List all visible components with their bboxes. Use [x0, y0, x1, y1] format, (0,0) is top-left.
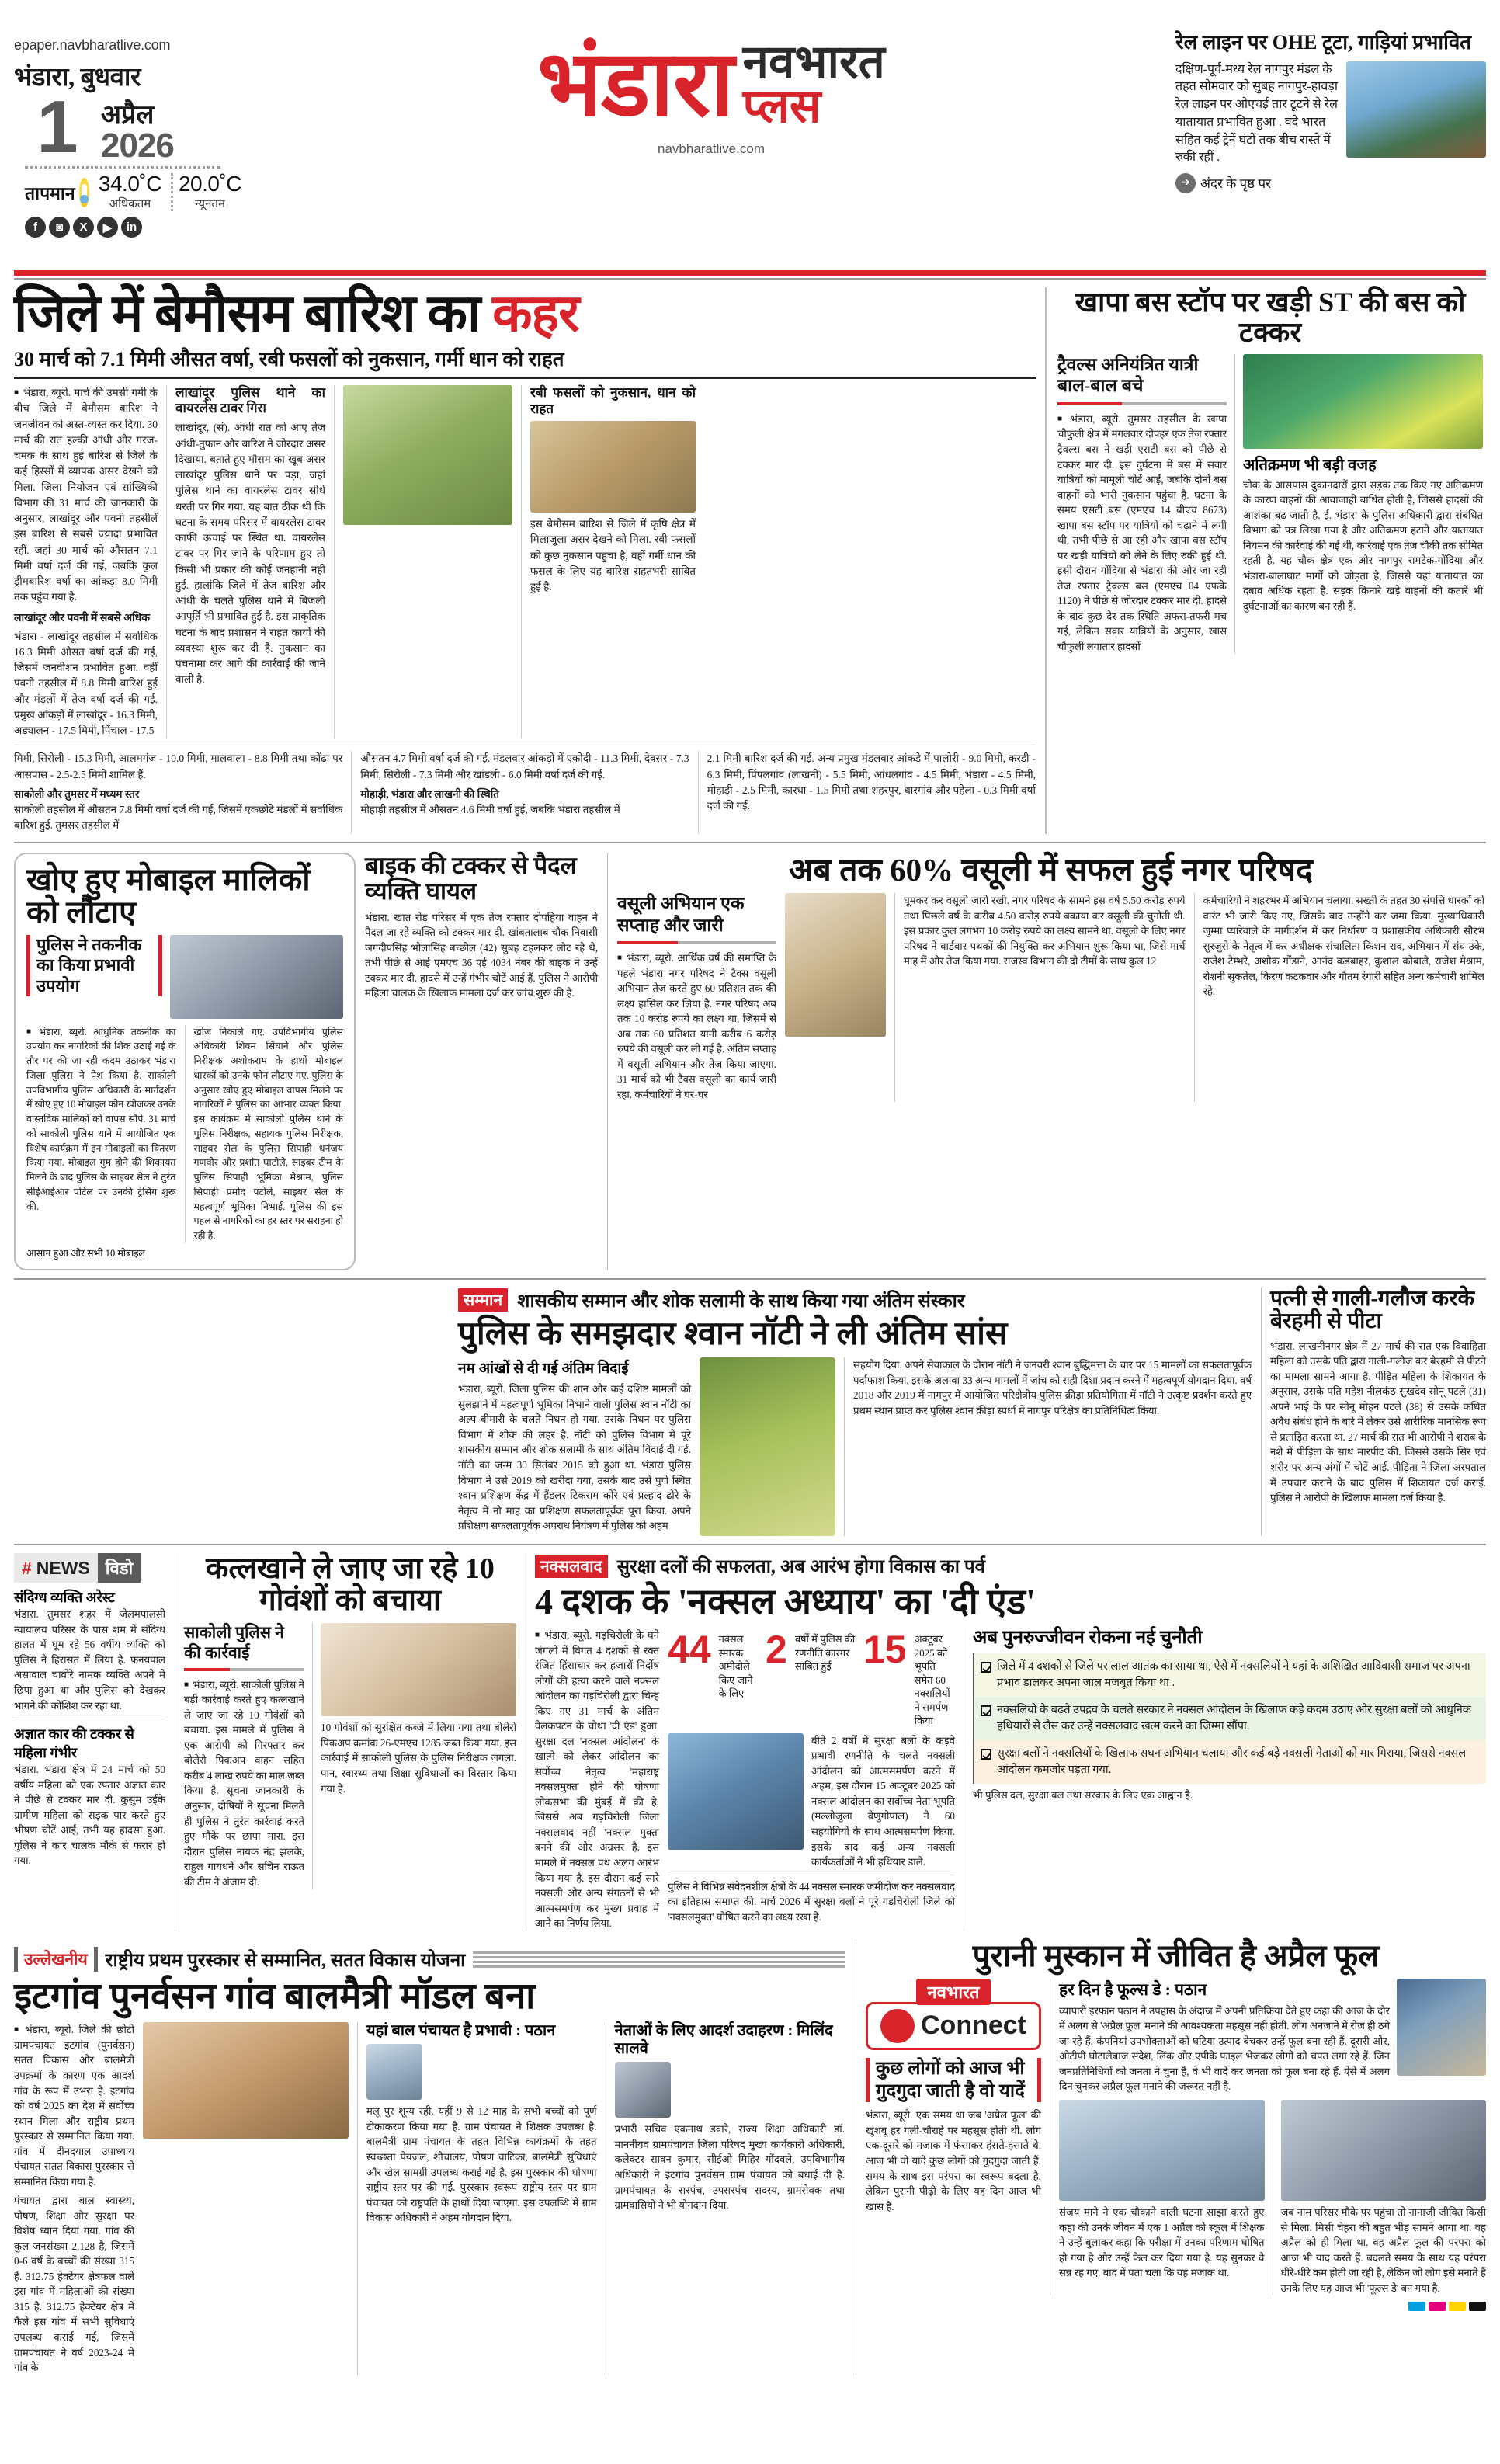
naxal-stat2-number: 2: [766, 1628, 787, 1671]
pathan-portrait: [366, 2044, 422, 2100]
itgaon-sub1-head: यहां बाल पंचायत है प्रभावी : पठान: [366, 2022, 556, 2040]
row5-section: [14, 1939, 1486, 2375]
naxal-tagline: सुरक्षा दलों की सफलता, अब आरंभ होगा विकास का पर्व: [616, 1557, 985, 1578]
linkedin-icon[interactable]: in: [121, 217, 142, 238]
patni-story: [1261, 1288, 1486, 1536]
facebook-icon[interactable]: f: [25, 217, 46, 238]
itgaon-village-photo: [143, 2022, 349, 2139]
naxal-stat3-number: 15: [863, 1628, 907, 1671]
yellow-mark: [1449, 2302, 1466, 2311]
cow-photo-col: [312, 1623, 516, 1889]
news-item2-body: भंडारा. भंडारा क्षेत्र में 24 मार्च को 50 वर्षीय महिला को एक रफ्तार अज्ञात कार ने पीछे से टक्कर मार दी. कुसुम उईके ग्रामीण महिला को सड़क पार करते हुए भीषण चोटें आईं, तभी यह हादसा हुआ. पुलिस ने कार चालक मौके से फरार हो गया.: [14, 1764, 165, 1867]
temp-max-block: [93, 173, 167, 211]
lead-subhead: 30 मार्च को 7.1 मिमी औसत वर्षा, रबी फसलों को नुकसान, गर्मी धान को राहत: [14, 348, 564, 371]
naxal-body1: ■ भंडारा, ब्यूरो. गड़चिरोली के घने जंगलों में विगत 4 दशकों से रक्त रंजित हिंसाचार कर हजारों निर्दोष लोगों की हत्या करने वाले नक्सल आंदोलन का गड़चिरोली द्वारा चिन्ह किए गए 31 मार्च के अंतिम वेलकपटन के चौथा 'दी एंड' हुआ. सुरक्षा दल 'नक्सल आंदोलन' के खात्मे को लेकर आंदोलन का सर्वोच्च नेतृत्व 'महाराष्ट्र नक्सलमुक्त' होने की घोषणा लोकसभा की मुंबई में की है. जिससे अब गड़चिरोली जिला नक्सलवाद नहीं 'नक्सल मुक्त' बनने की ओर अग्रसर है. इस मामले में नक्सल पथ अलग आरंभ किया गया है. इस दौरान कई सारे नक्सली और अन्य संगठनों से भी आत्मसमर्पण कर मुख्य प्रवाह में आने का निर्णय लिया.: [535, 1628, 659, 1931]
row2-section: [14, 853, 1486, 1270]
date-day: 1: [36, 85, 78, 169]
naxal-chk3: सुरक्षा बलों ने नक्सलियों के खिलाफ सघन अभियान चलाया और कई बड़े नक्सली नेताओं को मार गिराया, जिससे नक्सल आंदोलन कमजोर पड़ता गया.: [997, 1746, 1467, 1776]
cow-kicker-col: [184, 1623, 304, 1889]
bus-photo-col: [1234, 354, 1483, 655]
bus-crash-photo: [1243, 354, 1483, 449]
naxal-checklist-item: [974, 1653, 1486, 1697]
cow-rescue-story: [175, 1553, 516, 1931]
naxal-chk2: नक्सलियों के बढ़ते उपद्रव के चलते सरकार ने नक्सल आंदोलन के खिलाफ कड़े कदम उठाए और सुरक्षा बलों को आधुनिक हथियारों से लैस कर उन्हें नक्सलवाद खत्म करने का जिम्मा सौंपा.: [997, 1703, 1471, 1732]
top-right-more-link[interactable]: [1175, 173, 1486, 193]
logo-navbharat: नवभारत: [742, 36, 885, 88]
naxal-tag-bar: [535, 1553, 1486, 1579]
naxal-chk1: जिले में 4 दशकों से जिले पर लाल आतंक का साया था, ऐसे में नक्सलियों ने यहां के अशिक्षित आदिवासी समाज पर अपना प्रभाव डालकर अपना जाल मजबूत किया था .: [997, 1659, 1470, 1689]
tax-kicker-rule: [617, 941, 776, 944]
mobile-body3: आसान हुआ और सभी 10 मोबाइल: [26, 1247, 146, 1259]
row4-section: [14, 1553, 1486, 1931]
lead-col2-head: लाखांदूर पुलिस थाने का वायरलेस टावर गिरा: [175, 385, 325, 416]
samman-tag: सम्मान: [458, 1288, 508, 1312]
temp-min-label: न्यूनतम: [194, 198, 225, 210]
samman-bar: [458, 1288, 1252, 1313]
news-video-column: [14, 1553, 165, 1931]
bus-body: ■ भंडारा, ब्यूरो. तुमसर तहसील के खापा चौफुली क्षेत्र में मंगलवार दोपहर एक तेज रफ्तार ट्रैवल्स बस ने खड़ी एसटी बस को पीछे से टक्कर मार दी. इस दुर्घटना में बस में सवार यात्रियों को मामूली चोटें आईं, जबकि दोनों बस वाहनों को भारी नुकसान पहुंचा है. घटना के समय एसटी बस (एमएच 14 बीएच 8673) खापा बस स्टॉप पर यात्रियों को चढ़ाने में लगी थी, तभी पीछे से आ रही और खापा बस स्टॉप पर खड़ी यात्रियों को लेने के लिए रुकी हुई थी. इसी दौरान गोंदिया से भंडारा की ओर जा रही तेज रफ्तार ट्रैवल्स बस (एमएच 04 एफके 1120) ने पीछे से जोरदार टक्कर मार दी. हादसे के बाद कुछ देर तक स्थिति अफरा-तफरी मच गई, लेकिन सवार यात्रियों के अनुसार, खास चौफुली लगातार हादसों: [1057, 412, 1227, 655]
connect-person-icon: [880, 2009, 915, 2043]
news-label: NEWS: [36, 1557, 90, 1578]
dog-text-col2: [844, 1357, 1252, 1536]
lead-columns: [14, 385, 1036, 739]
dog-text-col1: [458, 1357, 691, 1536]
date-month: अप्रैल: [101, 101, 155, 130]
naxal-side-foot: भी पुलिस दल, सुरक्षा बल तथा सरकार के लिए एक आह्वान है.: [973, 1788, 1193, 1801]
decorative-lines: [473, 1949, 845, 1970]
itgaon-sub2-head: नेताओं के लिए आदर्श उदाहरण : मिलिंद सालवे: [614, 2022, 833, 2058]
mobile-headline[interactable]: खोए हुए मोबाइल मालिकों को लौटाए: [26, 861, 311, 930]
fallen-tower-photo: [343, 385, 512, 525]
lead-right-story: [1057, 287, 1483, 834]
temp-min-block: [171, 173, 247, 211]
itgaon-sub1-col: [357, 2022, 597, 2375]
itgaon-sub2-body: प्रभारी सचिव एकनाथ डवारे, राज्य शिक्षा अधिकारी डॉ. माननीयव ग्रामपंचायत जिला परिषद मुख्य कार्यकारी अधिकारी, कलेक्टर सावन कुमार, सीईओ मिहिर गोंदवले, उपविभागीय अधिकारी ने इटगांव पुनर्वसन ग्राम पंचायत को बधाई दी है. ग्रामपंचायत के सरपंच, उपसरपंच सदस्य, ग्रामसेवक तथा ग्रामवासियों ने भी योगदान दिया.: [614, 2123, 845, 2212]
cyan-mark: [1408, 2302, 1425, 2311]
connect-logo[interactable]: [866, 1979, 1041, 2050]
april-fool-col3-body: जब नाम परिसर मौके पर पहुंचा तो नानाजी जीवित किसी से मिला. मिसी चेहरा की बहुत भीड़ सामने आया था. वह अप्रैल को ही मिला था. वह अप्रैल फूल की परंपरा को आज भी याद करते हैं. बदलते समय के साथ यह परंपरा धीरे-धीरे कम होती जा रही है, लेकिन जो लोग इसे मनाते हैं उनके लिए यह आज भी 'फूल्स डे' बन गया है.: [1280, 2206, 1486, 2294]
itgaon-col1: [14, 2022, 134, 2375]
police-handover-photo: [170, 935, 343, 1019]
temperature-label: तापमान: [25, 183, 75, 203]
row1-divider: [14, 842, 1486, 843]
row3-left-filler: [14, 1288, 449, 1536]
dog-headline[interactable]: पुलिस के समझदार श्वान नॉटी ने ली अंतिम सांस: [458, 1315, 1008, 1352]
top-right-story: [1175, 11, 1486, 193]
check-icon: [981, 1662, 991, 1673]
april-fool-headline[interactable]: पुरानी मुस्कान में जीवित है अप्रैल फूल: [972, 1937, 1380, 1973]
rice-field-photo: [530, 421, 696, 513]
bike-headline[interactable]: बाइक की टक्कर से पैदल व्यक्ति घायल: [365, 851, 577, 905]
lead-col2b-head: साकोली और तुमसर में मध्यम स्तर: [14, 787, 140, 800]
police-dog-photo: [700, 1357, 835, 1536]
lead-columns-lower: [14, 745, 1036, 833]
x-twitter-icon[interactable]: X: [73, 217, 94, 238]
lead-lower-col1: [14, 751, 342, 833]
naxal-stat1-text: नक्सल स्मारक अमीदोले किए जाने के लिए: [718, 1633, 753, 1700]
color-registration-marks: [866, 2302, 1486, 2311]
lead-lower-col3: [698, 751, 1036, 833]
arrow-icon: ➔: [1175, 173, 1196, 193]
cow-headline[interactable]: कत्लखाने ले जाए जा रहे 10 गोवंशों को बचाया: [206, 1552, 495, 1618]
black-mark: [1469, 2302, 1486, 2311]
tax-body3-col: [1194, 893, 1485, 1103]
connect-navbharat-label: नवभारत: [916, 1979, 990, 2005]
video-label: विडो: [98, 1553, 141, 1583]
naxal-tag: नक्सलवाद: [535, 1555, 608, 1578]
news-item2-head[interactable]: अज्ञात कार की टक्कर से महिला गंभीर: [14, 1726, 134, 1761]
masked-men-photo: [1059, 2100, 1265, 2201]
samman-tagline: शासकीय सम्मान और शोक सलामी के साथ किया गया अंतिम संस्कार: [517, 1291, 965, 1312]
encroachment-head: अतिक्रमण भी बड़ी वजह: [1243, 456, 1377, 474]
pathan-col: [1050, 1979, 1486, 2295]
bike-accident-story: [365, 853, 598, 1270]
tax-body3: कर्मचारियों ने शहरभर में अभियान चलाया. सख्ती के तहत 30 संपत्ति धारकों को वारंट भी जारी किए गए, जिसके बाद उन्होंने कर जमा किया. मुख्याधिकारी जुम्मा प्यारेवाले के मार्गदर्शन में कर निर्धारण व प्रशासकीय अधिकारी सौरभ सुरजुसे के नेतृत्व में कर अधीक्षक संचालिता किशन राव, अभियान में संघ उके, राजेश टेम्भरे, अशोक गोंडाने, आनंद कडबाहर, कुशाल कोबाले, राजेश मेश्राम, रोशनी सुकतेल, किरण कटकवार और गौतम रंगारी सहित अन्य कर्मचारी शामिल रहे.: [1203, 894, 1484, 998]
lead-section: [14, 287, 1486, 834]
mobile-body1: ■ भंडारा, ब्यूरो. आधुनिक तकनीक का उपयोग कर नागरिकों की शिक उठाई गई के तौर पर की जा रही कदम उठाकर भंडारा जिला पुलिस ने पेश किया है. साकोली उपविभागीय पुलिस अधिकारी के मार्गदर्शन में खोए हुए 10 मोबाइल फोन खोजकर उनके वास्तविक मालिकों को वापस सौंपे. 31 मार्च को साकोली पुलिस थाने में आयोजित एक विशेष कार्यक्रम में इन मोबाइलों का वितरण किया गया. मोबाइल गुम होने की शिकायत मिलने के बाद पुलिस के साइबर सेल ने तुरंत सीईआईआर पोर्टल पर उनकी ट्रेसिंग शुरू की.: [26, 1025, 176, 1243]
encroachment-body: चौक के आसपास दुकानदारों द्वारा सड़क तक किए गए अतिक्रमण के कारण वाहनों की आवाजाही बाधित होती है, जिससे हादसों की आशंका बढ़ जाती है. ई. भंडारा के पुलिस अधिकारी द्वारा संबंधित विभाग को पत्र लिखा गया है और अतिक्रमण हटाने और यातायात नियमन की कार्रवाई की गई थी, कार्रवाई एक तेज चौकी तक सीमित रहती है. यह चौक क्षेत्र एक ओर नागपुर रामटेक-गोंदिया और भंडारा-बालाघाट मार्गों को जोड़ता है, जिससे यहां यातायात का दबाव अधिक रहता है. सड़क किनारे खड़े वाहनों की कतारें भी दुर्घटनाओं का कारण बन रही हैं.: [1243, 478, 1483, 612]
lead-main-story: [14, 287, 1047, 834]
lead-col1-subhead: लाखांदूर और पवनी में सबसे अधिक: [14, 612, 151, 624]
dog-photo-col: [700, 1357, 835, 1536]
news-item1-body: भंडारा. तुमसर शहर में जेलमपालसी न्यायालय परिसर के पास शम में संदिग्ध हालत में घूम रहे 56 वर्षीय व्यक्ति को पुलिस ने हिरासत में लिया है. फनयपाल असावाल चावोरे नामक व्यक्ति अपने में छिपा हुआ था और पुलिस को देखकर भागने की कोशिश कर रहा था.: [14, 1608, 165, 1712]
news-item1-head[interactable]: संदिग्ध व्यक्ति अरेस्ट: [14, 1590, 115, 1606]
naxal-foot: पुलिस ने विभिन्न संवेदनशील क्षेत्रों के 44 नक्सल स्मारक जमीदोज कर नक्सलवाद का इतिहास समाप्त की. मार्च 2026 में सुरक्षा बलों ने पूरे गड़चिरोली जिले को 'नक्सलमुक्त' घोषित करने का लक्ष्य रखा है.: [668, 1875, 955, 1925]
cow-photo: [321, 1623, 516, 1716]
lead-col-2: [166, 385, 325, 739]
logo-plus: प्लस: [742, 81, 821, 132]
naxal-stats-col: [668, 1628, 955, 1931]
cow-sub: साकोली पुलिस ने की कार्रवाई: [184, 1623, 284, 1662]
check-icon: [981, 1705, 991, 1716]
naxal-story: [526, 1553, 1486, 1931]
lead-col3-body: मोहाड़ी तहसील में औसतन 4.6 मिमी वर्षा हुई, जबकि भंडारा तहसील में: [360, 804, 620, 816]
cow-body1: ■ भंडारा, ब्यूरो. साकोली पुलिस ने बड़ी कार्रवाई करते हुए कत्लखाने ले जाए जा रहे 10 गोवंशों को बचाया. इस मामले में पुलिस ने एक आरोपी को गिरफ्तार कर बोलेरो पिकअप वाहन सहित करीब 4 लाख रुपये का माल जब्त किया है. सूचना जानकारी के अनुसार, दोषियों ने सूचना मिलते ही पुलिस ने तुरंत कार्रवाई करते हुए मौके पर छापा मारा. इस दौरान पुलिस नायक नंद्र झलके, राहुल गायधने और सचिन राऊत की टीम ने अंजाम दी.: [184, 1677, 304, 1889]
mobile-body2: खोज निकाले गए. उपविभागीय पुलिस अधिकारी शिवम सिंघाने और पुलिस निरीक्षक अशोकराम के हाथों मोबाइल धारकों को उनके फोन लौटाए गए. पुलिस के अनुसार खोए हुए मोबाइल वापस मिलने पर नागरिकों ने पुलिस का आभार व्यक्त किया. इस कार्यक्रम में साकोली पुलिस थाने के पुलिस निरीक्षक, सहायक पुलिस निरीक्षक, साइबर सेल के पुलिस सिपाही धनंजय गणवीर और प्रशांत घाटोले, साइबर टीम के पुलिस सिपाही भूमिका मेश्राम, पुलिस सिपाही प्रमोद पटोले, साइबर सेल के महत्वपूर्ण भूमिका निभाई. पुलिस की इस पहल से नागरिकों का हर स्तर पर सराहना हो रही है.: [185, 1025, 344, 1243]
date-year: 2026: [101, 127, 174, 165]
bus-headline[interactable]: खापा बस स्टॉप पर खड़ी ST की बस को टक्कर: [1075, 287, 1466, 348]
lead-col3-head: मोहाड़ी, भंडारा और लाखनी की स्थिति: [360, 787, 499, 800]
temp-max-value: 34.0˚C: [98, 172, 161, 196]
naxal-headline[interactable]: 4 दशक के 'नक्सल अध्याय' का 'दी एंड': [535, 1582, 1036, 1622]
patni-body: भंडारा. लाखनीनगर क्षेत्र में 27 मार्च की रात एक विवाहिता महिला को उसके पति द्वारा गाली-गलौज कर बेरहमी से पीटने का मामला सामने आया है. पीड़ित महिला के शिकायत के अनुसार, उसके पति महेश नीलकंठ सुखदेव सोनू पटले (31) अपने भाई के पर सोनू मोहन पटले (38) से उसके कथित अवैध संबंध होने के बारे में लेकर उसे शारीरिक मानसिक रूप से प्रताड़ित करता था. 27 मार्च की रात भी आरोपी ने शराब के नशे में पीड़िता के साथ मारपीट की. जिससे उसके सिर एवं शरीर पर अन्य अंगों में चोटें आई. पीड़िता ने जिला अस्पताल में उपचार कराने के बाद पुलिस में शिकायत दर्ज कराई. पुलिस ने आरोपी के खिलाफ मामला दर्ज किया है.: [1270, 1340, 1486, 1504]
lead-col4: 2.1 मिमी बारिश दर्ज की गई. अन्य प्रमुख मंडलवार आंकड़े में पालोरी - 9.0 मिमी, करडी - 6.3 मिमी, पिंपलगांव (लाखनी) - 5.5 मिमी, आंधलगांव - 4.5 मिमी, भंडारा - 4.5 मिमी, मोहाड़ी - 2.5 मिमी, कारधा - 1.5 मिमी तथा शहरपुर, धारगांव और पहेला - 0.3 मिमी वर्षा दर्ज की गई.: [707, 752, 1036, 812]
itgaon-body2: पंचायत द्वारा बाल स्वास्थ्य, पोषण, शिक्षा और सुरक्षा पर विशेष ध्यान दिया गया. गांव की कुल जनसंख्या 2,128 है, जिसमें 0-6 वर्ष के बच्चों की संख्या 315 है. 312.75 हेक्टेयर क्षेत्रफल वाले इस गांव में महिलाओं की संख्या 315 है. 312.75 हेक्टेयर क्षेत्र में फैले इस गांव में सभी सुविधाएं उपलब्ध कराई गईं, जिसमें ग्रामपंचायत ने वर्ष 2023-24 में गांव के: [14, 2195, 134, 2374]
news-video-badge[interactable]: [14, 1553, 141, 1583]
bus-kicker-rule: [1057, 402, 1227, 405]
mobile-label: पुलिस ने तकनीक का किया प्रभावी उपयोग: [26, 935, 162, 996]
naxal-stat2-text: वर्षों में पुलिस की रणनीति कारगर साबित हुई: [794, 1633, 856, 1673]
masked-men-col: [1059, 2100, 1265, 2295]
tax-blocks-photo: [785, 893, 886, 1037]
connect-col: [866, 1979, 1041, 2295]
masthead: [14, 11, 1486, 267]
ulekhniya-tagline: राष्ट्रीय प्रथम पुरस्कार से सम्मानित, सतत विकास योजना: [105, 1950, 466, 1971]
naxal-side-col: [964, 1628, 1486, 1931]
thermometer-icon: [79, 178, 89, 207]
naxal-side-head: अब पुनरुज्जीवन रोकना नई चुनौती: [973, 1628, 1203, 1648]
lead-col2b-body: साकोली तहसील में औसतन 7.8 मिमी वर्षा दर्ज की गई, जिसमें एकछोटे मंडलों में सर्वाधिक बारिश हुई. तुमसर तहसील में: [14, 804, 343, 832]
lead-headline[interactable]: [14, 287, 1036, 340]
bus-kicker: ट्रैवल्स अनियंत्रित यात्री बाल-बाल बचे: [1057, 354, 1199, 396]
april-fool-story: [856, 1939, 1486, 2375]
rice-caption: रबी फसलों को नुकसान, धान को राहत: [530, 385, 696, 416]
youtube-icon[interactable]: ▶: [97, 217, 118, 238]
april-fool-side-head: कुछ लोगों को आज भी गुदगुदा जाती है वो यादें: [866, 2058, 1041, 2103]
lead-col1-body: ■ भंडारा, ब्यूरो. मार्च की उमसी गर्मी के बीच जिले में बेमौसम बारिश ने जनजीवन को अस्त-व्यस्त कर दिया. 30 मार्च की रात हल्की आंधी और गरज-चमक के साथ हुई बारिश से जिले के कई हिस्सों में व्यापक असर देखने को मिला. जिला नियोजन एवं सांख्यिकी विभाग की 31 मार्च की जानकारी के अनुसार, लाखांदूर और पवनी तहसीलें इस बारिश से सबसे ज्यादा प्रभावित रहीं. जहां 30 मार्च को औसतन 7.1 मिमी वर्षा दर्ज की गई, जबकि कुल ड्रीमबारिश वर्षा का आंकड़ा 8.0 मिमी तक पहुंच गया है.: [14, 385, 158, 606]
lead-headline-part1: जिले में बेमौसम बारिश का: [14, 285, 493, 342]
masthead-red-rule: [14, 270, 1486, 276]
lead-col-rice: [521, 385, 696, 739]
temperature-row: [25, 173, 247, 211]
connect-label: Connect: [921, 2010, 1026, 2041]
tax-kicker: वसूली अभियान एक सप्ताह और जारी: [617, 893, 745, 935]
ulekhniya-bar: [14, 1947, 845, 1972]
lead-col3: औसतन 4.7 मिमी वर्षा दर्ज की गई. मंडलवार आंकड़ों में एकोदी - 11.3 मिमी, देवसर - 7.3 मिमी, सिरोली - 7.3 मिमी और खांडली - 6.0 मिमी वर्षा दर्ज की गई.: [360, 752, 689, 780]
masthead-thin-rule: [14, 278, 1486, 280]
itgaon-body1: ■ भंडारा, ब्यूरो. जिले की छोटी ग्रामपंचायत इटगांव (पुनर्वसन) सतत विकास और बालमैत्री उपक्रमों के कारण एक आदर्श गांव के रूप में उभरा है. इटगांव को वर्ष 2025 का देश में सर्वोच्च स्थान मिला और राष्ट्रीय प्रथम पुरस्कार से सम्मानित किया गया. गांव में दीनदयाल उपाध्याय पंचायत सतत विकास पुरस्कार से सम्मानित किया गया है.: [14, 2022, 134, 2189]
dog-body1: भंडारा, ब्यूरो. जिला पुलिस की शान और कई दशिष्ट मामलों को सुलझाने में महत्वपूर्ण भूमिका निभाने वाली पुलिस श्वान नॉटी का अल्प बीमारी के चलते निधन हो गया. उसके निधन पर पुलिस विभाग में शोक की लहर है. नॉटी को पुलिस विभाग में पूरे शासकीय सम्मान और शोक सलामी के साथ अंतिम विदाई दी गई. नॉटी का जन्म 30 सितंबर 2015 को हुआ था. भंडारा पुलिस विभाग ने उसे 2019 को खरीदा गया, उसके बाद उसे पुणे स्थित श्वान प्रशिक्षण केंद्र में हैंडलर टिकराम कोरे एवं प्रल्हाद ढोरे के नेतृत्व में नौ माह का प्रशिक्षण सफलतापूर्वक पूरा किया. अपने प्रशिक्षण सफलतापूर्वक अपराध नियंत्रण में पुलिस को अहम: [458, 1383, 691, 1532]
pathan-sub-body: व्यापारी इरफान पठान ने उपहास के अंदाज में अपनी प्रतिक्रिया देते हुए कहा की आज के दौर में अलग से 'अप्रैल फूल' मनाने की आवश्यकता महसूस नहीं होती. लोग अनजाने में रोज ही ठगे जा रहे हैं. कंपनियां उपभोक्ताओं को घटिया उत्पाद बेचकर उन्हें फूल बना रही हैं. दूसरी ओर, ओटीपी घोटालेबाज संदेश, लिंक और एपीके फाइल भेजकर लोगों को चपत लगा रहे हैं. जिन जनप्रतिनिधियों को जनता ने चुना है, वे भी वादे कर जनता को फूल बना रहे हैं. ऐसे में अलग दिन चुनकर अप्रैल फूल मनाने की जरूरत नहीं है.: [1059, 2004, 1390, 2093]
naxal-checklist-item: [974, 1697, 1486, 1740]
city-and-day: भंडारा, बुधवार: [14, 64, 141, 92]
lead-col1-subbody: भंडारा - लाखांदूर तहसील में सर्वाधिक 16.3 मिमी औसत वर्षा दर्ज की गई, जिसमें जनवीशन प्रभावित हुआ. वहीं पवनी तहसील में 8.8 मिमी बारिश हुई और मंडलों में तेज वर्षा दर्ज की गई. प्रमुख आंकड़ों में लाखांदूर - 16.3 मिमी, अड्यालन - 17.5 मिमी, पिंचाल - 17.5: [14, 630, 158, 737]
irfan-pathan-photo: [1397, 1979, 1486, 2076]
pathan-sub-head: हर दिन है फूल्स डे : पठान: [1059, 1979, 1207, 1999]
cow-kicker-rule: [184, 1668, 304, 1671]
lead-lower-col2: [351, 751, 689, 833]
naxal-stat-row: [668, 1628, 955, 1728]
ulekhniya-tag: उल्लेखनीय: [14, 1947, 98, 1972]
april-fool-side-body: भंडारा, ब्यूरो. एक समय था जब 'अप्रैल फूल' की खुशबू हर गली-चौराहे पर महसूस होती थी. लोग एक-दूसरे को मजाक में फंसाकर हंसते-हंसाते थे. आज भी वो यादें कुछ लोगों को गुदगुदा जाती हैं. समय के साथ इस परंपरा का स्वरूप बदला है, लेकिन पुरानी पीढ़ी के लिए यह दिन आज भी खास है.: [866, 2109, 1041, 2212]
masthead-left: [14, 11, 247, 238]
tax-body2-col: [894, 893, 1186, 1103]
top-right-body: दक्षिण-पूर्व-मध्य रेल नागपुर मंडल के तहत सोमवार को सुबह नागपुर-हावड़ा रेल लाइन पर ओएचई तार टूटने से रेल यातायात प्रभावित हुआ . वंदे भारत सहित कई ट्रेनें घंटों तक बीच रास्ते में रुकी रहीं .: [1175, 62, 1339, 165]
top-right-headline[interactable]: रेल लाइन पर OHE टूटा, गाड़ियां प्रभावित: [1175, 31, 1472, 54]
mobile-return-story: [14, 853, 356, 1270]
hash-icon: #: [22, 1557, 32, 1578]
instagram-icon[interactable]: ◙: [49, 217, 70, 238]
bike-body: भंडारा. खात रोड परिसर में एक तेज रफ्तार दोपहिया वाहन ने पैदल जा रहे व्यक्ति को टक्कर मार दी. खांबतालाब चौक निवासी जगदीपसिंह भोलासिंह बच्छील (42) सुबह टहलकर लौट रहे थे, तभी पीछे से आई एमएच 36 एई 4034 नंबर की बाइक ने उन्हें टक्कर मार दी. हादसे में उन्हें गंभीर चोटें आई हैं. पुलिस ने आरोपी महिला चालक के खिलाफ मामला दर्ज कर जांच शुरू की है.: [365, 911, 598, 999]
itgaon-photo-col: [143, 2022, 349, 2375]
tax-body2: घूमकर कर वसूली जारी रखी. नगर परिषद के सामने इस वर्ष 5.50 करोड़ रुपये तथा पिछले वर्ष के करीब 4.50 करोड़ रुपये बकाया कर वसूली की चुनौती थी. इस प्रकार कुल लगभग 10 करोड़ रुपये का लक्ष्य सामने था. वसूली के लिए नगर परिषद ने वार्डवार पथकों की नियुक्ति कर अभियान शुरू किया था, जिसे मार्च माह में और तेज किया गया. राजस्व विभाग की दो टीमों के साथ कुल 12: [904, 894, 1186, 968]
magenta-mark: [1429, 2302, 1446, 2311]
lead-col2-body: लाखांदूर, (सं). आधी रात को आए तेज आंधी-तुफान और बारिश ने जोरदार असर दिखाया. बताते हुए मौसम का खूब असर लाखांदूर पुलिस थाने पर पड़ा, जहां पुलिस थाने का वायरलेस टावर सीधे धरती पर गिर गया. यह बात ठीक थी कि घटना के समय परिसर में वायरलेस टावर काफी ऊंचाई पर स्थित था. वायरलेस टावर पर गिर जाने के परिणाम हुए तो किसी भी प्रकार की कोई जनहानी नहीं हुई. हालांकि जिले में तेज बारिश और आंधी के चलते पुलिस थाने में बिजली आपूर्ति भी प्रभावित हुई है. इस प्राकृतिक घटना के बाद प्रशासन ने राहत कार्यों की व्यवस्था शुरू कर दी है. नुकसान का पंचनामा कर आगे की कार्रवाई की जाने वाली है.: [175, 422, 325, 686]
tax-headline[interactable]: अब तक 60% वसूली में सफल हुई नगर परिषद: [789, 851, 1313, 888]
itgaon-sub1-body: मलू पुर शून्य रही. यहीं 9 से 12 माह के सभी बच्चों को पूर्ण टीकाकरण किया गया है. ग्राम पंचायत ने शिक्षक उपलब्ध है. बालमैत्री ग्राम पंचायत के तहत विभिन्न कार्यक्रमों के तहत स्वच्छता पेयजल, शौचालय, पोषण वाटिका, बालमैत्री सुविधाएं और खेल सामग्री उपलब्ध कराई गई है. इस पुरस्कार की घोषणा राष्ट्रीय स्तर पर की गई. पुरस्कार स्वरूप राष्ट्रीय स्तर पर ग्राम पंचायत को राष्ट्रपति के हाथों दिया जाएगा. इस उपलब्धि में ग्राम विकास अधिकारी ने अहम योगदान दिया.: [366, 2105, 597, 2224]
tax-photo-col: [785, 893, 886, 1103]
lead-col-1: [14, 385, 158, 739]
salve-portrait: [615, 2062, 671, 2118]
naxal-stat1-number: 44: [668, 1628, 711, 1671]
website-url[interactable]: navbharatlive.com: [658, 141, 765, 156]
top-right-more-label: अंदर के पृष्ठ पर: [1200, 176, 1272, 192]
ohe-repair-photo: [1346, 61, 1486, 158]
itgaon-headline[interactable]: इटगांव पुनर्वसन गांव बालमैत्री मॉडल बना: [14, 1976, 536, 2017]
rice-caption-under: इस बेमौसम बारिश से जिले में कृषि क्षेत्र में मिलाजुला असर देखने को मिला. रबी फसलों को कुछ नुकसान पहुंचा है, वहीं गर्मी धान की फसल के लिए यह बारिश राहतभरी साबित हुई है.: [530, 518, 696, 593]
masthead-logo: [247, 11, 1175, 157]
row3-section: [14, 1288, 1486, 1536]
dog-subhead: नम आंखों से दी गई अंतिम विदाई: [458, 1361, 629, 1378]
naxal-body1-col: [535, 1628, 659, 1931]
dog-story: [458, 1288, 1252, 1536]
row2-divider: [14, 1278, 1486, 1280]
logo-title: भंडारा: [537, 33, 734, 135]
date-row: [14, 85, 247, 169]
lead-headline-highlight: कहर: [492, 285, 579, 342]
temp-min-value: 20.0˚C: [178, 172, 241, 196]
cow-body2: 10 गोवंशों को सुरक्षित कब्जे में लिया गया तथा बोलेरो पिकअप क्रमांक 26-एमएच 1285 जब्त किया गया. इस कार्रवाई में साकोली पुलिस के पुलिस निरीक्षक जगला. पान, स्वास्थ्य तथा शिक्षा सुविधाओं का विस्तार किया गया है.: [321, 1722, 516, 1795]
epaper-url[interactable]: epaper.navbharatlive.com: [14, 37, 171, 53]
naxal-stat-body: बीते 2 वर्षों में सुरक्षा बलों के कड़वे प्रभावी रणनीति के चलते नक्सली आंदोलन को आत्मसमर्पण करने में अहम, इस दौरान 15 अक्टूबर 2025 को नक्सल आंदोलन का सर्वोच्च नेता भूपति (मल्लोजुला वेणुगोपाल) ने 60 सहयोगियों के साथ आत्मसमर्पण किया. इसके बाद कई अन्य नक्सली कार्यकर्ताओं ने भी हथियार डाले.: [811, 1734, 955, 1868]
tax-kicker-col: [617, 893, 776, 1103]
security-forces-photo: [668, 1733, 804, 1850]
social-links[interactable]: [25, 217, 247, 238]
tax-body1: ■ भंडारा, ब्यूरो. आर्थिक वर्ष की समाप्ति के पहले भंडारा नगर परिषद ने टैक्स वसूली अभियान तेज करते हुए 60 प्रतिशत तक की लक्ष्य हासिल कर लिया है. नगर परिषद अब तक 10 करोड़ रुपये का लक्ष्य था, जिसमें से अब तक 60 प्रतिशत यानी करीब 6 करोड़ रुपये की वसूली कर ली गई है. अंतिम सप्ताह में वसूली अभियान और तेज किया जाएगा. 31 मार्च को भी टैक्स वसूली का कार्य जारी रहा. कर्मचारियों ने घर-घर: [617, 950, 776, 1102]
bus-kicker-col: [1057, 354, 1227, 655]
lead-col2b: मिमी, सिरोली - 15.3 मिमी, आलमगंज - 10.0 मिमी, मालवाला - 8.8 मिमी तथा कोंढा पर आसपास - 2.5-2.5 मिमी शामिल हैं.: [14, 752, 343, 780]
man-portrait-photo: [1281, 2100, 1487, 2201]
check-icon: [981, 1749, 991, 1760]
lead-rule: [14, 377, 1036, 379]
patni-headline[interactable]: पत्नी से गाली-गलौज करके बेरहमी से पीटा: [1270, 1286, 1475, 1334]
naxal-checklist-item: [974, 1740, 1486, 1784]
portrait-col: [1273, 2100, 1487, 2295]
naxal-stat3-text: अक्टूबर 2025 को भूपति समेत 60 नक्सलियों ने समर्पण किया: [914, 1633, 950, 1727]
itgaon-sub2-col: [606, 2022, 845, 2375]
april-fool-col2-body: संजय माने ने एक चौकाने वाली घटना साझा करते हुए कहा की उनके जीवन में एक 1 अप्रैल को स्कूल में शिक्षक ने उन्हें बुलाकर कहा कि परीक्षा में उनका परिणाम घोषित हो गया है और उन्हें फेल कर दिया गया है. यह सुनकर वे सन्न रह गए. बाद में पता चला कि यह मजाक था.: [1059, 2206, 1265, 2279]
dog-body2: सहयोग दिया. अपने सेवाकाल के दौरान नॉटी ने जनवरी श्वान बुद्धिमत्ता के चार पर 15 मामलों का सफलतापूर्वक पर्दाफाश किया, इसके अलावा 33 अन्य मामलों में जांच को सही दिशा प्रदान करने में महत्वपूर्ण योगदान दिया. वर्ष 2018 और 2019 में नागपुर में आयोजित परिक्षेत्रीय पुलिस क्रीड़ा प्रतियोगिता में नॉटी ने उत्कृष्ट प्रदर्शन करते हुए प्रथम स्थान प्राप्त कर पुलिस श्वान क्रीड़ा स्पर्धा में नागपुर परिक्षेत्र का प्रतिनिधित्व किया.: [853, 1359, 1252, 1416]
row3-divider: [14, 1544, 1486, 1545]
temp-max-label: अधिकतम: [109, 198, 151, 210]
itgaon-story: [14, 1939, 845, 2375]
tax-recovery-story: [607, 853, 1484, 1270]
lead-photo-col: [334, 385, 512, 739]
